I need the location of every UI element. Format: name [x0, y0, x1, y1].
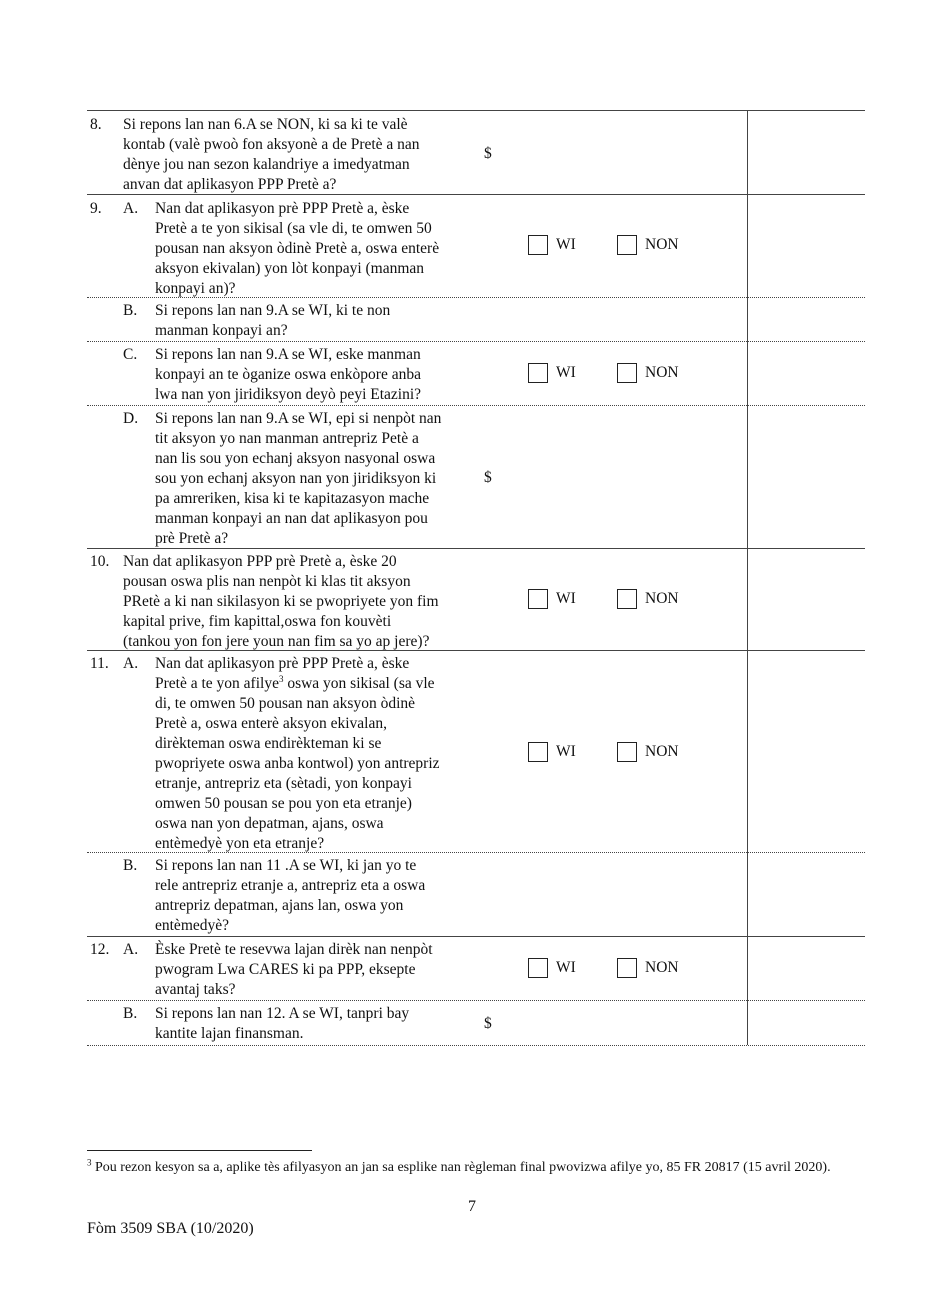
dollar-sign: $: [484, 1015, 492, 1032]
sub-letter: A.: [123, 200, 139, 217]
question-10-text: Nan dat aplikasyon PPP prè Pretè a, èske 20 pousan oswa plis nan nenpòt ki klas tit aksyon PRetè a ki nan sikilasyon ki se pwopriyete yon fim kapital prive, fim kapittal,oswa fon kouvèti (tankou yon fon jere youn nan fim sa yo ap jere)?: [123, 553, 439, 650]
no-label: NON: [645, 236, 679, 253]
footnote: [87, 1158, 857, 1177]
question-9c-text: Si repons lan nan 9.A se WI, eske manman konpayi an te òganize oswa enkòpore anba lwa nan yon jiridiksyon deyò peyi Etazini?: [155, 346, 422, 403]
no-label: NON: [645, 743, 679, 760]
dollar-sign: $: [484, 145, 492, 162]
question-9d-text: Si repons lan nan 9.A se WI, epi si nenpòt nan tit aksyon yo nan manman antrepriz Petè a nan lis sou yon echanj aksyon nasyonal oswa sou yon echanj aksyon nan yon jiridiksyon ki pa amreriken, kisa ki te kapitazasyon mache manman konpayi an nan dat aplikasyon pou prè Pretè a?: [155, 410, 442, 547]
question-11b-row: [87, 852, 865, 937]
question-11a-text: Nan dat aplikasyon prè PPP Pretè a, èske Pretè a te yon afilye$^3$ oswa yon sikisal (sa vle di, te omwen 50 pousan nan aksyon òdinè Pretè a, oswa enterè aksyon ekivalan, dirèkteman oswa endirèkteman ki se pwopriyete oswa anba kontwol) yon antrepriz etranje, antrepriz eta (sètadi, yon konpayi omwen 50 pousan se pou yon eta etranje) oswa nan yon depatman, ajans, oswa entèmedyè yon eta etranje?: [155, 655, 440, 852]
no-checkbox[interactable]: [617, 742, 637, 762]
yes-checkbox[interactable]: [528, 742, 548, 762]
question-number: 12.: [90, 941, 110, 958]
sub-letter: C.: [123, 346, 138, 363]
sub-letter: B.: [123, 857, 138, 874]
yes-checkbox[interactable]: [528, 363, 548, 383]
question-11b-text: Si repons lan nan 11 .A se WI, ki jan yo te rele antrepriz etranje a, antrepriz eta a oswa antrepriz depatman, ajans lan, oswa yon entèmedyè?: [155, 857, 426, 934]
question-9c-row: [87, 341, 865, 406]
no-checkbox[interactable]: [617, 363, 637, 383]
page-number: 7: [468, 1198, 476, 1215]
sub-letter: A.: [123, 655, 139, 672]
footnote-text: Pou rezon kesyon sa a, aplike tès afilyasyon an jan sa esplike nan règleman final pwovizwa afilye yo, 85 FR 20817 (15 avril 2020).: [91, 1160, 831, 1175]
sub-letter: A.: [123, 941, 139, 958]
question-number: 8.: [90, 116, 102, 133]
yes-checkbox[interactable]: [528, 235, 548, 255]
no-label: NON: [645, 590, 679, 607]
question-8-text: Si repons lan nan 6.A se NON, ki sa ki te valè kontab (valè pwoò fon aksyonè a de Pretè a nan dènye jou nan sezon kalandriye a imedyatman anvan dat aplikasyon PPP Pretè a?: [123, 116, 420, 193]
dollar-sign: $: [484, 469, 492, 486]
yes-label: WI: [556, 743, 576, 760]
footnote-ref[interactable]: 3: [278, 673, 284, 684]
yes-label: WI: [556, 590, 576, 607]
yes-label: WI: [556, 364, 576, 381]
question-number: 11.: [90, 655, 109, 672]
question-number: 10.: [90, 553, 110, 570]
question-12b-row: [87, 1000, 865, 1046]
question-9a-row: [87, 194, 865, 298]
sub-letter: B.: [123, 302, 138, 319]
question-9b-row: [87, 297, 865, 342]
form-id: Fòm 3509 SBA (10/2020): [87, 1220, 254, 1237]
question-8-row: [87, 110, 865, 195]
sub-letter: B.: [123, 1005, 138, 1022]
yes-checkbox[interactable]: [528, 589, 548, 609]
question-12a-text: Èske Pretè te resevwa lajan dirèk nan nenpòt pwogram Lwa CARES ki pa PPP, eksepte avantaj taks?: [155, 941, 433, 998]
yes-label: WI: [556, 236, 576, 253]
question-12a-row: [87, 936, 865, 1001]
question-9a-text: Nan dat aplikasyon prè PPP Pretè a, èske Pretè a te yon sikisal (sa vle di, te omwen 50 pousan nan aksyon òdinè Pretè a, oswa enterè aksyon ekivalan) yon lòt konpayi (manman konpayi an)?: [155, 200, 440, 297]
footnote-marker: 3: [87, 1157, 92, 1168]
question-9d-row: [87, 405, 865, 549]
no-checkbox[interactable]: [617, 235, 637, 255]
sub-letter: D.: [123, 410, 139, 427]
no-checkbox[interactable]: [617, 958, 637, 978]
yes-label: WI: [556, 959, 576, 976]
no-checkbox[interactable]: [617, 589, 637, 609]
yes-checkbox[interactable]: [528, 958, 548, 978]
question-9b-text: Si repons lan nan 9.A se WI, ki te non manman konpayi an?: [155, 302, 391, 339]
question-11a-row: [87, 650, 865, 853]
footnote-rule: [87, 1150, 312, 1151]
question-10-row: [87, 548, 865, 651]
question-12b-text: Si repons lan nan 12. A se WI, tanpri bay kantite lajan finansman.: [155, 1005, 410, 1042]
no-label: NON: [645, 364, 679, 381]
no-label: NON: [645, 959, 679, 976]
question-number: 9.: [90, 200, 102, 217]
